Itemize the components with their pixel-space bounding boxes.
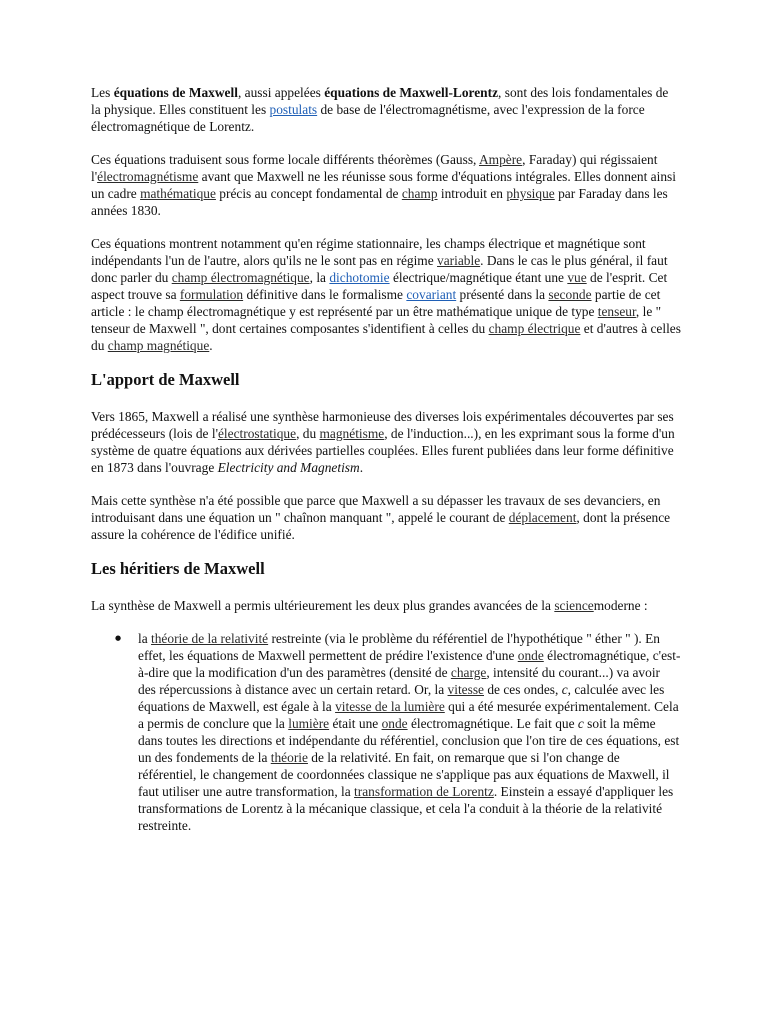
paragraph-theorems <box>91 151 681 219</box>
link-seconde[interactable]: seconde <box>548 287 592 302</box>
link-physique[interactable]: physique <box>506 186 555 201</box>
italic-c: c <box>577 716 584 731</box>
text-run: La synthèse de Maxwell a permis ultérieurement les deux plus grandes avancées de la <box>91 598 555 613</box>
text-run: soit la même dans toutes les directions et indépendante du référentiel, conclusion que l'on tire de ces équations, est un des fondements de la <box>138 716 680 765</box>
link-champ-magnetique[interactable]: champ magnétique <box>107 338 210 353</box>
text-run: était une <box>329 716 382 731</box>
link-vitesse-lumiere[interactable]: vitesse de la lumière <box>335 699 445 714</box>
link-onde-2[interactable]: onde <box>381 716 408 731</box>
text-run: de base de l'électromagnétisme, avec l'expression de la force électromagnétique de Lorentz. <box>91 102 645 134</box>
list-item <box>138 630 681 834</box>
link-ampere[interactable]: Ampère <box>478 152 523 167</box>
link-tenseur[interactable]: tenseur <box>597 304 636 319</box>
book-title: Electricity and Magnetism <box>217 460 360 475</box>
text-run: définitive dans le formalisme <box>243 287 407 302</box>
text-run: et d'autres à celles du <box>91 321 681 353</box>
text-run: , aussi appelées <box>237 85 325 100</box>
bullet-list <box>91 630 681 834</box>
link-covariant[interactable]: covariant <box>406 287 457 302</box>
link-champ[interactable]: champ <box>401 186 438 201</box>
text-run: , du <box>296 426 320 441</box>
text-run: partie de cet article : le champ électromagnétique y est représenté par un être mathématique unique de type <box>91 287 661 319</box>
paragraph-intro <box>91 84 681 135</box>
italic-c: c <box>561 682 568 697</box>
text-run: précis au concept fondamental de <box>215 186 402 201</box>
link-dichotomie[interactable]: dichotomie <box>329 270 390 285</box>
text-run: , intensité du courant...) va avoir des répercussions à distance avec un certain retard. Or, la <box>138 665 660 697</box>
text-run: . <box>209 338 213 353</box>
text-run: . <box>359 460 364 475</box>
text-run: moderne : <box>593 598 648 613</box>
link-electrostatique[interactable]: électrostatique <box>217 426 297 441</box>
text-run: Vers 1865, Maxwell a réalisé une synthèse harmonieuse des diverses lois expérimentales découvertes par ses prédécesseurs (lois de l' <box>91 409 674 441</box>
link-champ-electrique[interactable]: champ électrique <box>488 321 581 336</box>
text-run: électromagnétique, c'est-à-dire que la modification d'un des paramètres (densité de <box>138 648 681 680</box>
section-heading-heritiers: Les héritiers de Maxwell <box>91 559 265 578</box>
link-deplacement[interactable]: déplacement <box>508 510 577 525</box>
text-run: , calculée avec les équations de Maxwell, est égale à la <box>138 682 665 714</box>
link-mathematique[interactable]: mathématique <box>140 186 216 201</box>
paragraph-synthese <box>91 408 681 476</box>
text-run: Mais cette synthèse n'a été possible que parce que Maxwell a su dépasser les travaux de ses devanciers, en introduisant dans une équation un " chaînon manquant ", appelé le courant de <box>91 493 661 525</box>
link-vue[interactable]: vue <box>567 270 587 285</box>
text-run: restreinte (via le problème du référentiel de l'hypothétique " éther " ). En effet, les équations de Maxwell permettent de prédire l'existence d'une <box>138 631 660 663</box>
text-run: de la relativité. En fait, on remarque que si l'on change de référentiel, le changement de coordonnées classique ne s'applique pas aux équations de Maxwell, il faut utiliser une autre transformation, la <box>138 750 670 799</box>
link-postulats[interactable]: postulats <box>269 102 318 117</box>
link-electromagnetisme[interactable]: électromagnétisme <box>97 169 199 184</box>
link-champ-electromagnetique[interactable]: champ électromagnétique <box>171 270 310 285</box>
bold-term: équations de Maxwell <box>113 85 238 100</box>
bold-term: équations de Maxwell-Lorentz <box>324 85 499 100</box>
link-magnetisme[interactable]: magnétisme <box>319 426 385 441</box>
link-theorie-relativite[interactable]: théorie de la relativité <box>151 631 269 646</box>
text-run: qui a été mesurée expérimentalement. Cela a permis de conclure que la <box>138 699 679 731</box>
link-variable[interactable]: variable <box>437 253 481 268</box>
link-onde[interactable]: onde <box>517 648 544 663</box>
article-body <box>91 84 681 834</box>
text-run: Ces équations montrent notamment qu'en régime stationnaire, les champs électrique et magnétique sont indépendants l'un de l'autre, alors qu'ils ne le sont pas en régime <box>91 236 646 268</box>
text-run: la <box>138 631 152 646</box>
text-run: de l'esprit. Cet aspect trouve sa <box>91 270 668 302</box>
text-run: présenté dans la <box>456 287 549 302</box>
link-charge[interactable]: charge <box>450 665 487 680</box>
link-science[interactable]: science <box>554 598 594 613</box>
text-run: , dont la présence assure la cohérence de l'édifice unifié. <box>91 510 671 542</box>
link-vitesse[interactable]: vitesse <box>447 682 484 697</box>
text-run: électrique/magnétique étant une <box>389 270 568 285</box>
text-run: , Faraday) qui régissaient l' <box>91 152 658 184</box>
link-formulation[interactable]: formulation <box>179 287 244 302</box>
text-run: introduit en <box>437 186 507 201</box>
text-run: , le " tenseur de Maxwell ", dont certaines composantes s'identifient à celles du <box>91 304 662 336</box>
text-run: avant que Maxwell ne les réunisse sous forme d'équations intégrales. Elles donnent ainsi un cadre <box>91 169 676 201</box>
section-heading-apport: L'apport de Maxwell <box>91 370 240 389</box>
text-run: , la <box>309 270 330 285</box>
link-transformation-lorentz[interactable]: transformation de Lorentz <box>354 784 494 799</box>
text-run: de ces ondes, <box>484 682 562 697</box>
paragraph-chainon <box>91 492 681 543</box>
text-run: Les <box>91 85 114 100</box>
text-run: , sont des lois fondamentales de la physique. Elles constituent les <box>91 85 669 117</box>
text-run: . Dans le cas le plus général, il faut donc parler du <box>91 253 668 285</box>
text-run: , de l'induction...), en les exprimant sous la forme d'un système de quatre équations aux dérivées partielles couplées. Elles furent publiées dans leur forme définitive en 1873 dans l'ouvrage <box>91 426 675 475</box>
paragraph-avancees <box>91 597 681 614</box>
link-lumiere[interactable]: lumière <box>288 716 330 731</box>
paragraph-stationnaire <box>91 235 681 354</box>
text-run: Ces équations traduisent sous forme locale différents théorèmes (Gauss, <box>91 152 479 167</box>
text-run: par Faraday dans les années 1830. <box>91 186 668 218</box>
text-run: . Einstein a essayé d'appliquer les transformations de Lorentz à la mécanique classique, et cela l'a conduit à la théorie de la relativité restreinte. <box>138 784 674 833</box>
text-run: électromagnétique. Le fait que <box>407 716 578 731</box>
link-theorie[interactable]: théorie <box>270 750 308 765</box>
